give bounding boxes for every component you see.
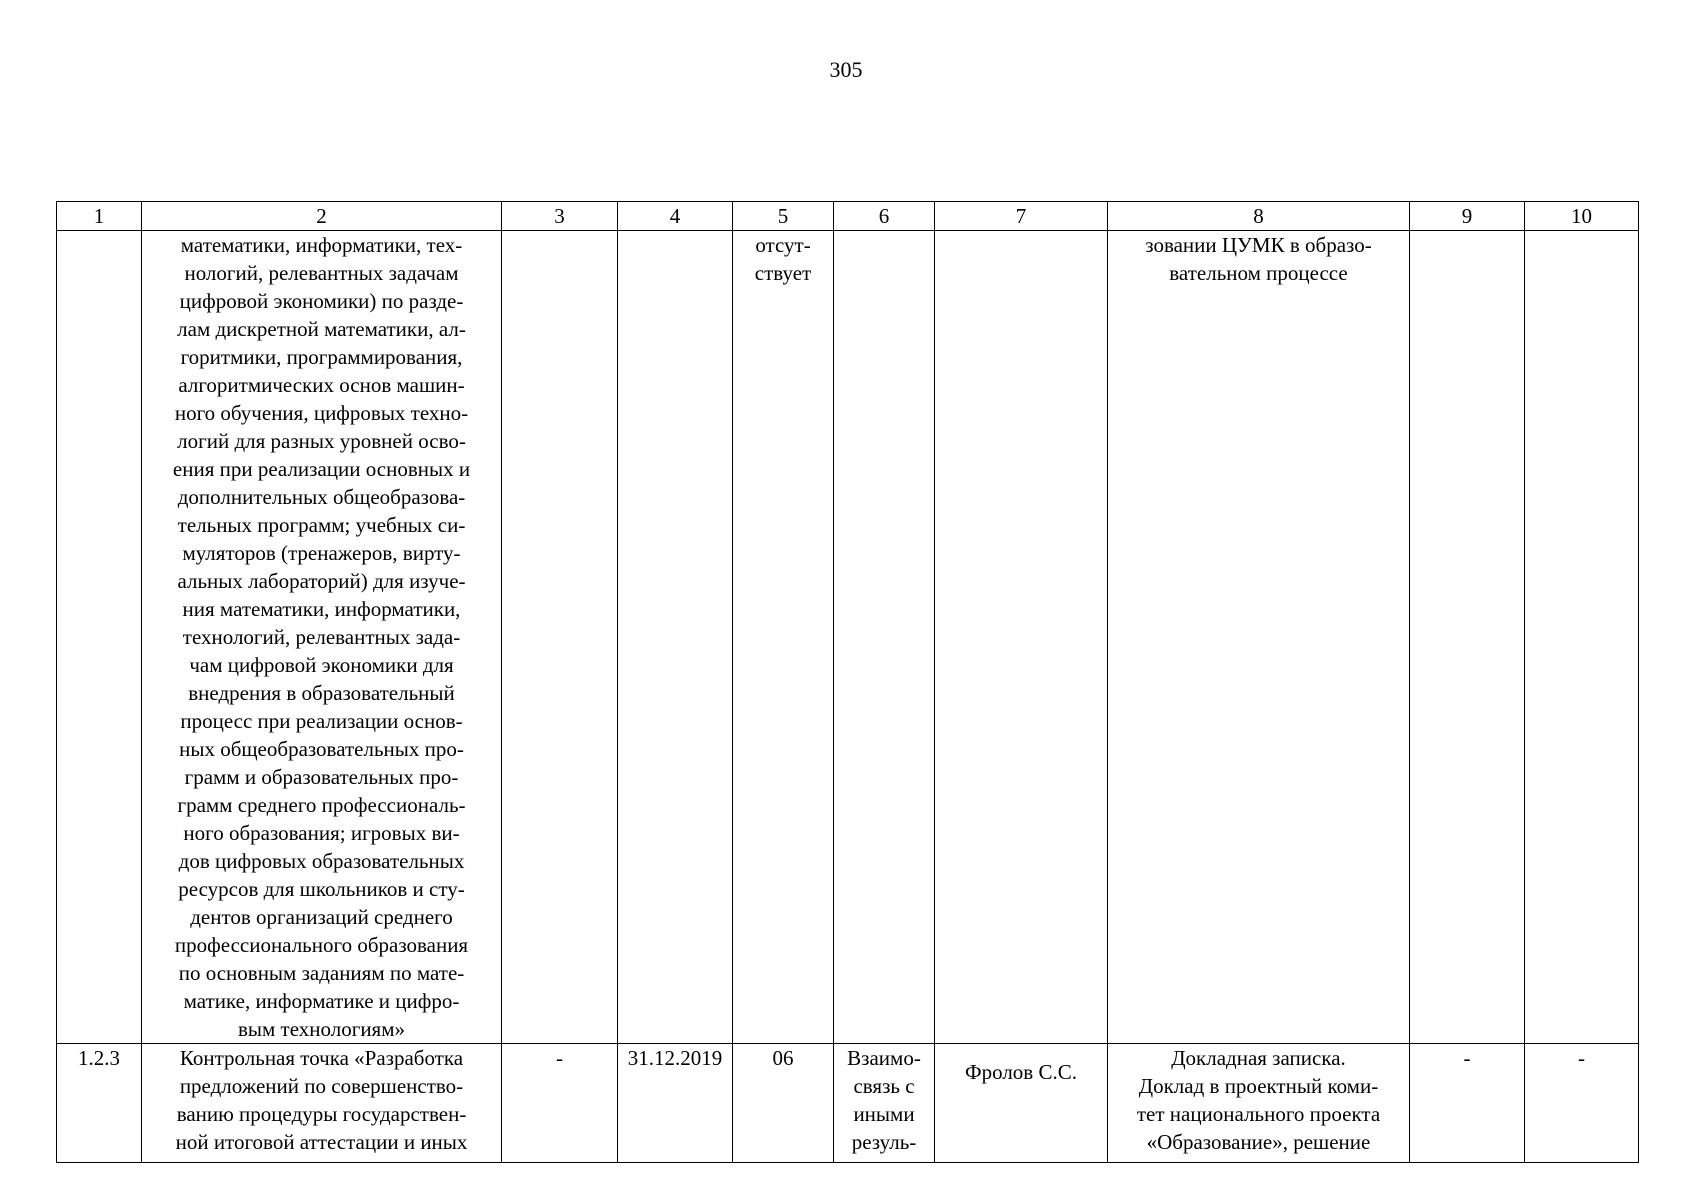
page-number: 305	[829, 57, 863, 82]
cell-col10: -	[1525, 1044, 1639, 1163]
table-header-row	[57, 202, 1639, 231]
column-header-3: 3	[502, 202, 618, 231]
cell-col10	[1525, 231, 1639, 1044]
col5-text: отсут- ствует	[754, 233, 812, 285]
cell-col4	[618, 231, 733, 1044]
table-row	[57, 231, 1639, 1044]
description-text: Контрольная точка «Разработка предложений по совершенство- ванию процедуры государствен- ной итоговой аттестации и иных	[175, 1046, 468, 1154]
col6-text: Взаимо- связь с иными резуль-	[847, 1046, 921, 1154]
responsible-text: Фролов С.С.	[965, 1060, 1077, 1084]
cell-number	[57, 231, 142, 1044]
col8-text: Докладная записка. Доклад в проектный коми- тет национального проекта «Образование», решение	[1136, 1046, 1381, 1154]
cell-col6	[834, 1044, 935, 1163]
cell-col7	[935, 231, 1108, 1044]
cell-col9	[1410, 231, 1525, 1044]
cell-number	[57, 1044, 142, 1163]
column-header-6: 6	[834, 202, 935, 231]
cell-col7	[935, 1044, 1108, 1163]
col8-text: зовании ЦУМК в образо- вательном процессе	[1145, 233, 1372, 285]
column-header-5: 5	[733, 202, 834, 231]
column-header-7: 7	[935, 202, 1108, 231]
column-header-4: 4	[618, 202, 733, 231]
table-row	[57, 1044, 1639, 1163]
description-text: математики, информатики, тех- нологий, релевантных задачам цифровой экономики) по разде- лам дискретной математики, ал- горитмики, программирования, алгоритмических основ машин- ного обучения, цифровых техно- логий для разных уровней осво- ения при реализации основных и дополнительных общеобразова- тельных программ; учебных си- муляторов (тренажеров, вирту- альных лабораторий) для изуче- ния математики, информатики, технологий, релевантных зада- чам цифровой экономики для внедрения в образовательный процесс при реализации основ- ных общеобразовательных про- грамм и образовательных про- грамм среднего профессиональ- ного образования; игровых ви- дов цифровых образовательных ресурсов для школьников и сту- дентов организаций среднего профессионального образования по основным заданиям по мате- матике, информатике и цифро- вым технологиям»	[172, 233, 471, 1041]
cell-col8	[1108, 231, 1410, 1044]
cell-col4	[618, 1044, 733, 1163]
column-header-9: 9	[1410, 202, 1525, 231]
cell-col9: -	[1410, 1044, 1525, 1163]
column-header-8: 8	[1108, 202, 1410, 231]
cell-col3: -	[502, 1044, 618, 1163]
column-header-1: 1	[57, 202, 142, 231]
cell-col5	[733, 231, 834, 1044]
cell-description	[142, 231, 502, 1044]
column-header-10: 10	[1525, 202, 1639, 231]
document-table	[56, 201, 1639, 1163]
row-number-text: 1.2.3	[78, 1046, 120, 1070]
cell-col5: 06	[733, 1044, 834, 1163]
cell-col3	[502, 231, 618, 1044]
cell-description	[142, 1044, 502, 1163]
cell-col8	[1108, 1044, 1410, 1163]
date-text: 31.12.2019	[627, 1046, 723, 1070]
column-header-2: 2	[142, 202, 502, 231]
cell-col6	[834, 231, 935, 1044]
